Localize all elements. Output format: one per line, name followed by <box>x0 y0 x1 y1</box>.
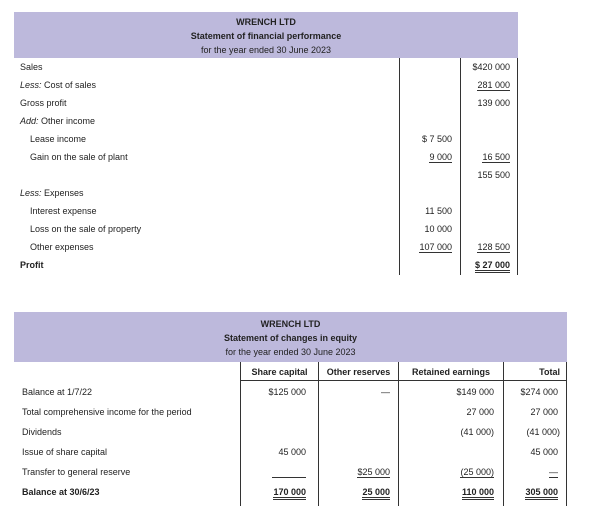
other-income-prefix: Add: <box>20 116 39 126</box>
equity-col-divider <box>503 362 504 506</box>
other-income-label: Other income <box>38 116 96 126</box>
equity-row-label: Balance at 1/7/22 <box>22 387 93 397</box>
equity-total: — <box>549 467 558 477</box>
equity-period: for the year ended 30 June 2023 <box>225 347 356 357</box>
row-label-lease-income: Lease income <box>30 134 87 144</box>
performance-header <box>14 12 518 58</box>
row-amount-loss-on-property: 10 000 <box>424 224 452 234</box>
equity-total: (41 000) <box>526 427 560 437</box>
col-header-total: Total <box>539 367 560 377</box>
performance-period: for the year ended 30 June 2023 <box>200 45 332 55</box>
equity-share-capital: 170 000 <box>273 487 306 500</box>
equity-total: 305 000 <box>525 487 558 500</box>
equity-other-reserves: 25 000 <box>362 487 390 500</box>
row-amount-interest-expense: 11 500 <box>425 206 452 216</box>
row-label-other-income <box>20 115 95 127</box>
equity-row-label: Issue of share capital <box>22 447 108 457</box>
row-amount-gain-on-sale: 9 000 <box>429 152 452 162</box>
equity-retained: 27 000 <box>466 407 494 417</box>
row-label-loss-on-property: Loss on the sale of property <box>30 224 142 234</box>
equity-total: 45 000 <box>530 447 558 457</box>
cost-of-sales-prefix: Less: <box>20 80 42 90</box>
row-label-gross-profit: Gross profit <box>20 98 67 108</box>
row-total-sales: $420 000 <box>472 62 510 72</box>
row-total-other-expenses: 128 500 <box>477 242 510 252</box>
expenses-label: Expenses <box>41 188 84 198</box>
equity-title: Statement of changes in equity <box>223 333 358 343</box>
row-label-profit: Profit <box>20 260 44 270</box>
row-total-subtotal: 155 500 <box>477 170 510 180</box>
equity-share-capital: $125 000 <box>268 387 306 397</box>
col-header-other-reserves: Other reserves <box>326 367 391 377</box>
row-amount-other-expenses: 107 000 <box>419 242 452 252</box>
row-label-expenses <box>20 187 84 199</box>
row-total-gross-profit: 139 000 <box>477 98 510 108</box>
row-total-gain-on-sale: 16 500 <box>482 152 510 162</box>
row-label-sales: Sales <box>20 62 43 72</box>
equity-col-divider <box>566 362 567 506</box>
equity-retained: 110 000 <box>462 487 494 500</box>
equity-row-label: Balance at 30/6/23 <box>22 487 100 497</box>
performance-title: Statement of financial performance <box>190 31 342 41</box>
row-label-gain-on-sale: Gain on the sale of plant <box>30 152 128 162</box>
equity-total: $274 000 <box>520 387 558 397</box>
row-amount-lease-income: $ 7 500 <box>421 134 452 144</box>
row-label-interest-expense: Interest expense <box>30 206 97 216</box>
equity-row-label: Total comprehensive income for the period <box>22 407 192 417</box>
equity-retained: (25 000) <box>460 467 494 477</box>
equity-other-reserves: — <box>381 387 390 397</box>
equity-retained: (41 000) <box>460 427 494 437</box>
equity-row-label: Dividends <box>22 427 62 437</box>
cost-of-sales-label: Cost of sales <box>41 80 97 90</box>
performance-col-divider <box>399 58 400 275</box>
equity-row-label: Transfer to general reserve <box>22 467 131 477</box>
equity-retained: $149 000 <box>456 387 494 397</box>
share-capital-rule <box>272 477 306 478</box>
equity-col-divider <box>240 362 241 506</box>
row-total-cost-of-sales: 281 000 <box>477 80 510 90</box>
performance-col-divider <box>460 58 461 275</box>
equity-header-rule <box>240 380 567 381</box>
col-header-share-capital: Share capital <box>251 367 308 377</box>
row-label-other-expenses: Other expenses <box>30 242 94 252</box>
equity-company: WRENCH LTD <box>260 319 321 329</box>
equity-col-divider <box>318 362 319 506</box>
equity-total: 27 000 <box>530 407 558 417</box>
expenses-prefix: Less: <box>20 188 42 198</box>
col-header-retained-earnings: Retained earnings <box>411 367 491 377</box>
performance-company: WRENCH LTD <box>236 17 296 27</box>
equity-other-reserves: $25 000 <box>357 467 390 477</box>
row-label-cost-of-sales <box>20 79 96 91</box>
performance-col-divider <box>517 58 518 275</box>
equity-col-divider <box>398 362 399 506</box>
equity-header <box>14 312 567 362</box>
row-total-profit: $ 27 000 <box>475 260 510 273</box>
equity-share-capital: 45 000 <box>278 447 306 457</box>
